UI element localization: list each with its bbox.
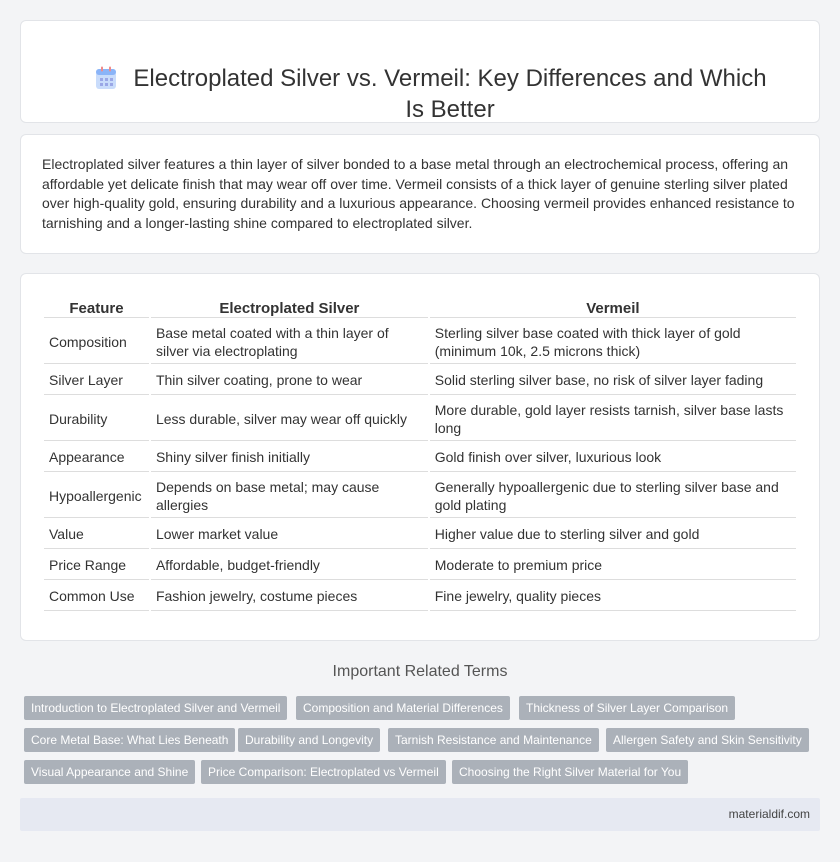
comparison-table bbox=[42, 294, 798, 613]
feature-cell: Appearance bbox=[44, 443, 149, 472]
electroplated-cell: Affordable, budget-friendly bbox=[151, 551, 428, 580]
feature-cell: Durability bbox=[44, 397, 149, 441]
electroplated-cell: Base metal coated with a thin layer of silver via electroplating bbox=[151, 320, 428, 364]
electroplated-cell: Thin silver coating, prone to wear bbox=[151, 366, 428, 395]
related-term-tag[interactable]: Allergen Safety and Skin Sensitivity bbox=[606, 728, 809, 752]
table-row bbox=[44, 474, 796, 518]
footer bbox=[20, 798, 820, 831]
feature-cell: Silver Layer bbox=[44, 366, 149, 395]
electroplated-cell: Shiny silver finish initially bbox=[151, 443, 428, 472]
table-row bbox=[44, 582, 796, 611]
related-term-tag[interactable]: Choosing the Right Silver Material for You bbox=[452, 760, 688, 784]
related-term-tag[interactable]: Introduction to Electroplated Silver and Vermeil bbox=[24, 696, 287, 720]
table-row bbox=[44, 520, 796, 549]
calendar-icon bbox=[95, 66, 117, 90]
related-terms-title: Important Related Terms bbox=[332, 663, 508, 680]
related-term-tag[interactable]: Tarnish Resistance and Maintenance bbox=[388, 728, 599, 752]
electroplated-cell: Fashion jewelry, costume pieces bbox=[151, 582, 428, 611]
feature-cell: Hypoallergenic bbox=[44, 474, 149, 518]
table-row bbox=[44, 443, 796, 472]
table-row bbox=[44, 397, 796, 441]
related-term-tag[interactable]: Visual Appearance and Shine bbox=[24, 760, 195, 784]
table-header-row bbox=[44, 296, 796, 318]
vermeil-cell: Generally hypoallergenic due to sterling silver base and gold plating bbox=[430, 474, 796, 518]
table-row bbox=[44, 366, 796, 395]
vermeil-cell: More durable, gold layer resists tarnish, silver base lasts long bbox=[430, 397, 796, 441]
footer-site-link[interactable]: materialdif.com bbox=[728, 807, 810, 821]
electroplated-cell: Less durable, silver may wear off quickly bbox=[151, 397, 428, 441]
table-row bbox=[44, 551, 796, 580]
page-title: Electroplated Silver vs. Vermeil: Key Differences and Which Is Better bbox=[133, 65, 767, 123]
related-term-tag[interactable]: Composition and Material Differences bbox=[296, 696, 510, 720]
header-feature: Feature bbox=[44, 296, 149, 318]
vermeil-cell: Moderate to premium price bbox=[430, 551, 796, 580]
table-row bbox=[44, 320, 796, 364]
intro-card bbox=[20, 134, 820, 254]
electroplated-cell: Depends on base metal; may cause allergies bbox=[151, 474, 428, 518]
related-term-tag[interactable]: Thickness of Silver Layer Comparison bbox=[519, 696, 735, 720]
feature-cell: Price Range bbox=[44, 551, 149, 580]
vermeil-cell: Sterling silver base coated with thick layer of gold (minimum 10k, 2.5 microns thick) bbox=[430, 320, 796, 364]
title-card bbox=[20, 20, 820, 123]
vermeil-cell: Solid sterling silver base, no risk of silver layer fading bbox=[430, 366, 796, 395]
related-term-tag[interactable]: Durability and Longevity bbox=[238, 728, 380, 752]
related-term-tag[interactable]: Price Comparison: Electroplated vs Vermeil bbox=[201, 760, 446, 784]
electroplated-cell: Lower market value bbox=[151, 520, 428, 549]
feature-cell: Value bbox=[44, 520, 149, 549]
feature-cell: Common Use bbox=[44, 582, 149, 611]
header-electroplated-silver: Electroplated Silver bbox=[151, 296, 428, 318]
header-vermeil: Vermeil bbox=[430, 296, 796, 318]
related-term-tag[interactable]: Core Metal Base: What Lies Beneath bbox=[24, 728, 235, 752]
vermeil-cell: Higher value due to sterling silver and gold bbox=[430, 520, 796, 549]
comparison-table-card bbox=[20, 273, 820, 641]
vermeil-cell: Gold finish over silver, luxurious look bbox=[430, 443, 796, 472]
feature-cell: Composition bbox=[44, 320, 149, 364]
intro-paragraph: Electroplated silver features a thin layer of silver bonded to a base metal through an electrochemical process, offering an affordable yet delicate finish that may wear off over time. Vermeil consists of a thick layer of genuine sterling silver plated over high-quality gold, ensuring durability and a luxurious appearance. Choosing vermeil provides enhanced resistance to tarnishing and a longer-lasting shine compared to electroplated silver. bbox=[42, 156, 795, 231]
vermeil-cell: Fine jewelry, quality pieces bbox=[430, 582, 796, 611]
